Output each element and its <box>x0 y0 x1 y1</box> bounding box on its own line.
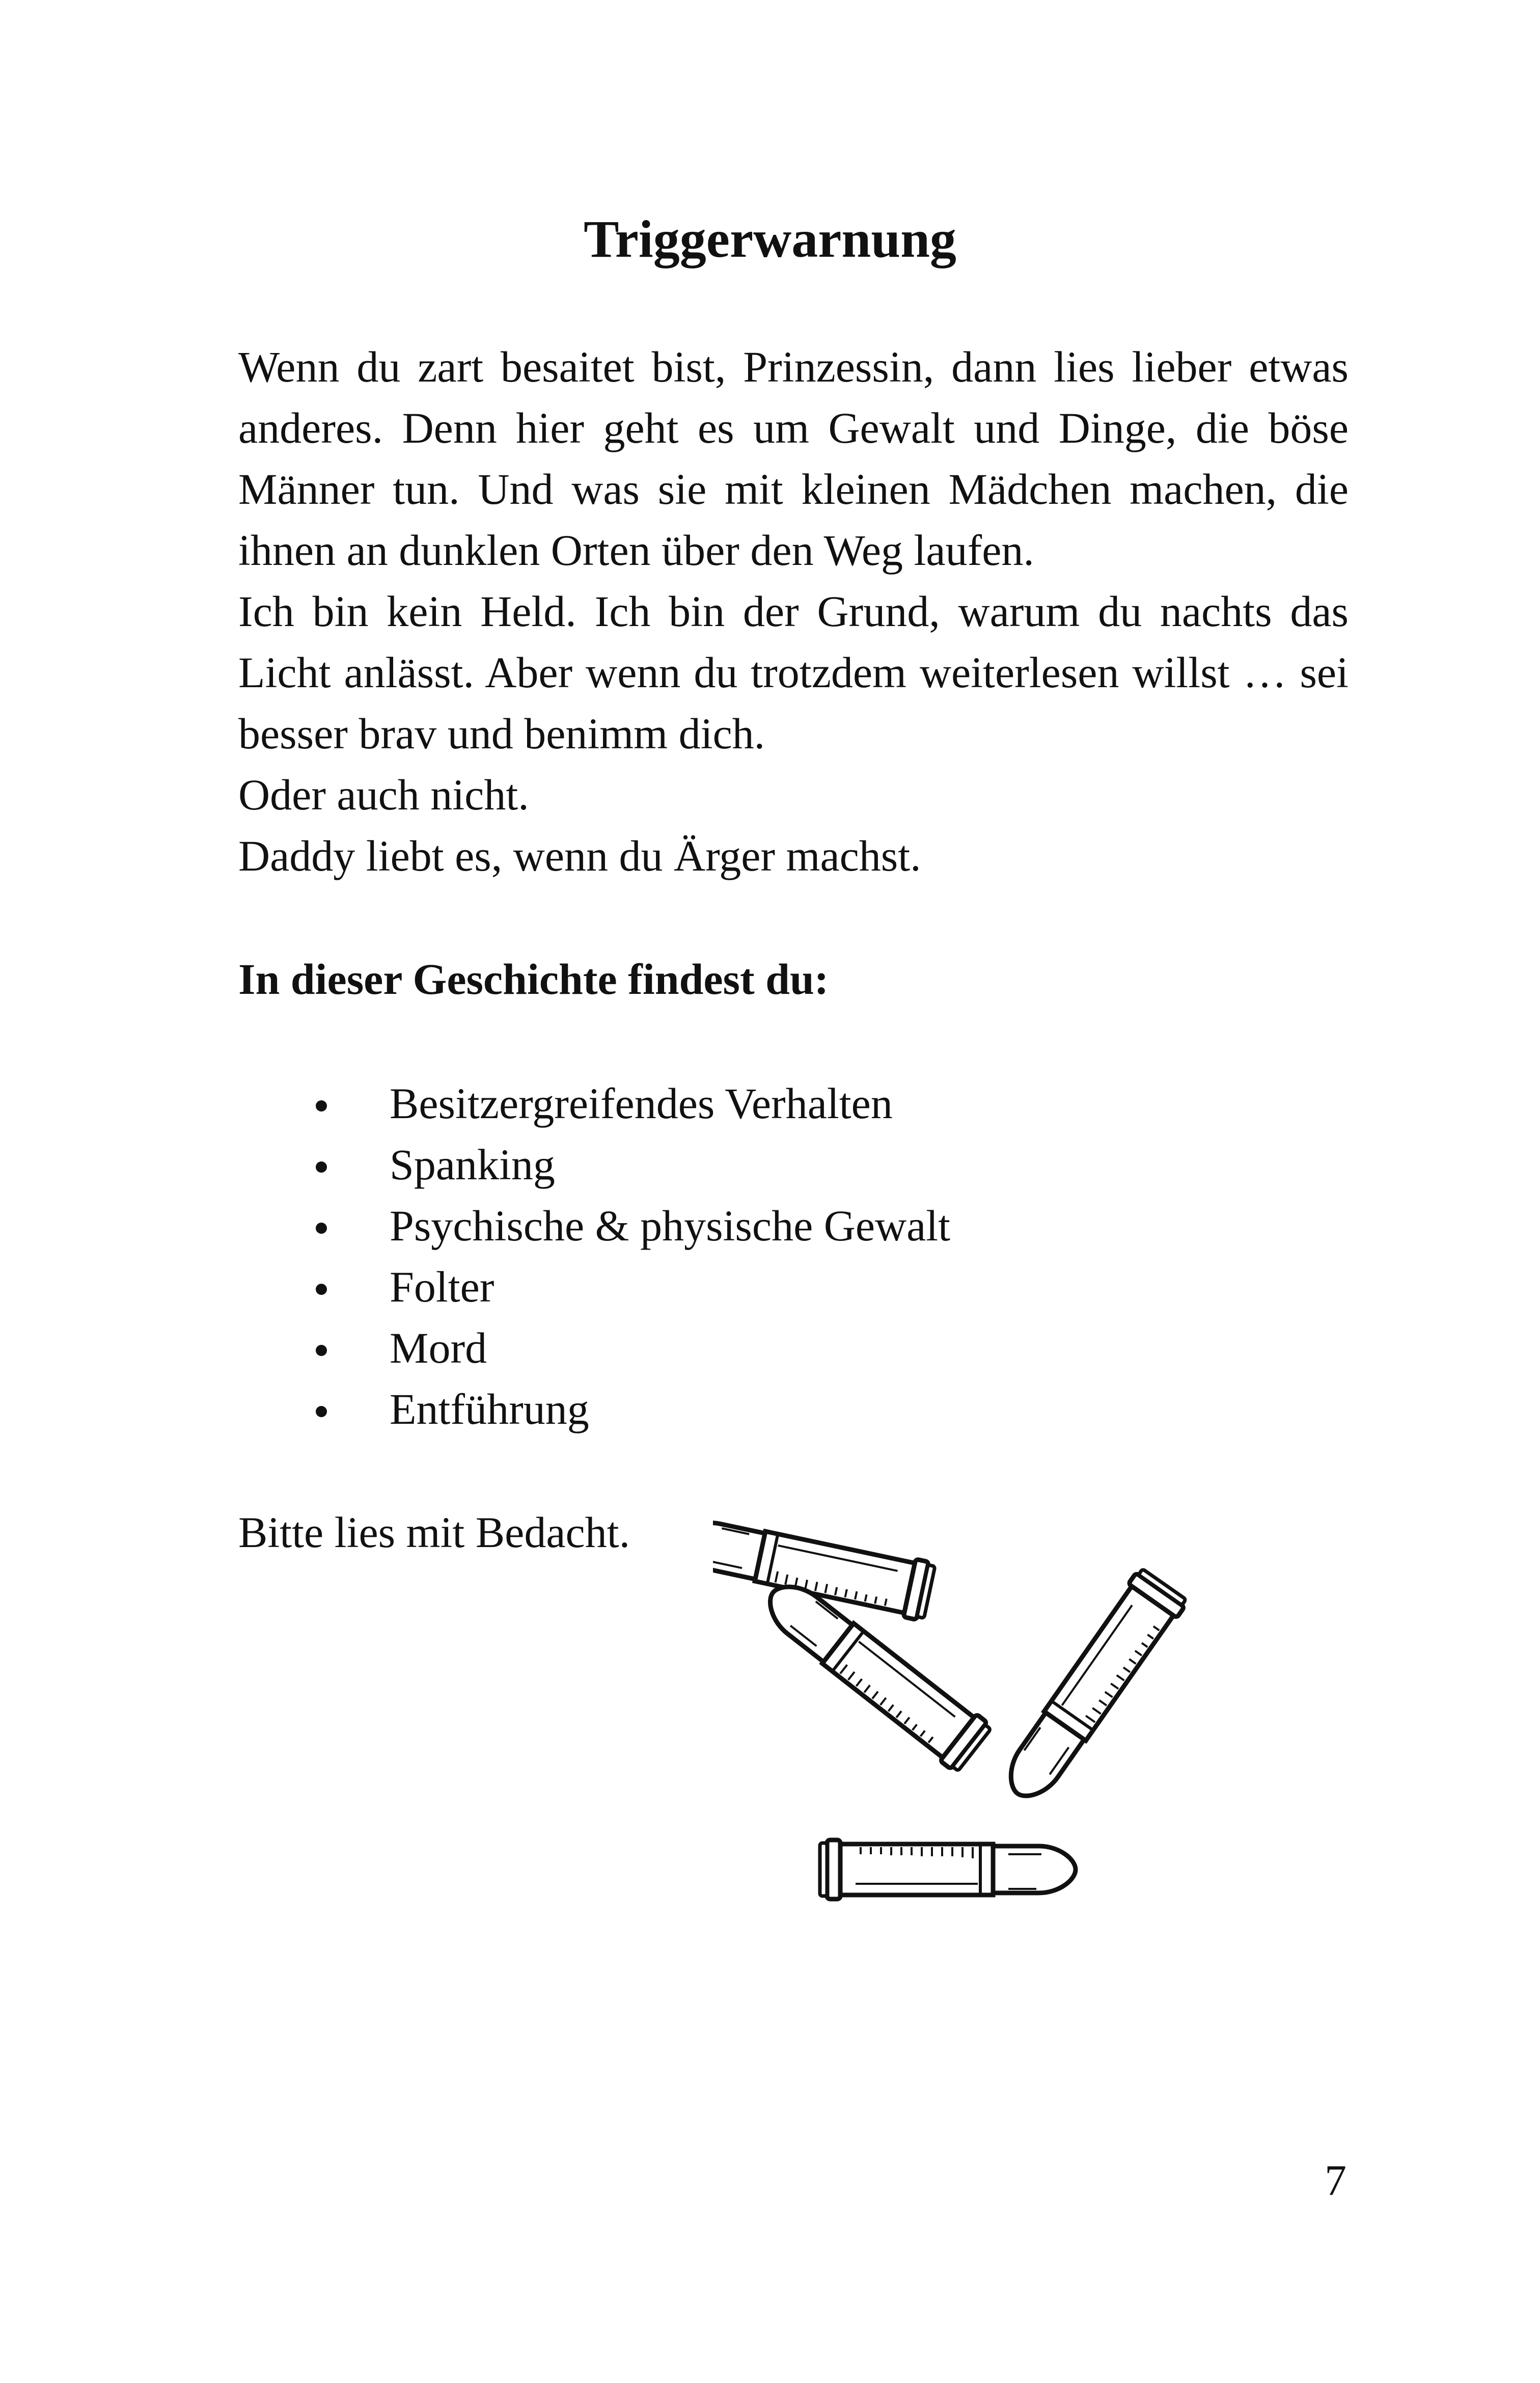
page-title: Triggerwarnung <box>584 210 956 268</box>
body-text <box>238 336 1349 886</box>
list-item-text: Besitzergreifendes Verhalten <box>390 1079 893 1128</box>
list-item <box>238 1134 950 1195</box>
paragraph-2: Ich bin kein Held. Ich bin der Grund, warum du nachts das Licht anlässt. Aber wenn du trotzdem weiterlesen willst … sei besser brav und benimm dich. <box>238 587 1349 758</box>
bullets-illustration-icon <box>713 1493 1283 1941</box>
list-item-text: Psychische & physische Gewalt <box>390 1201 951 1250</box>
paragraph-1: Wenn du zart besaitet bist, Prinzessin, dann lies lieber etwas anderes. Denn hier geht es um Gewalt und Dinge, die böse Männer tun. Und was sie mit kleinen Mädchen machen, die ihnen an dunklen Orten über den Weg laufen. <box>238 342 1349 575</box>
list-item <box>238 1378 950 1440</box>
list-item <box>238 1317 950 1378</box>
list-item <box>238 1073 950 1134</box>
bullet-bottom-icon <box>820 1840 1076 1899</box>
list-item-text: Folter <box>390 1262 494 1311</box>
paragraph-3: Oder auch nicht. <box>238 770 529 819</box>
bullet-icon <box>316 1345 327 1356</box>
bullet-icon <box>316 1406 327 1417</box>
bullet-right-icon <box>994 1567 1189 1811</box>
page-number: 7 <box>1325 2156 1346 2205</box>
bullet-icon <box>316 1161 327 1173</box>
list-item <box>238 1195 950 1256</box>
list-item-text: Entführung <box>390 1385 589 1433</box>
bullet-icon <box>316 1284 327 1295</box>
section-heading: In dieser Geschichte findest du: <box>238 955 829 1004</box>
closing-note: Bitte lies mit Bedacht. <box>238 1508 630 1557</box>
paragraph-4: Daddy liebt es, wenn du Ärger machst. <box>238 831 921 880</box>
content-warning-list <box>238 1073 950 1440</box>
bullet-icon <box>316 1223 327 1234</box>
list-item-text: Mord <box>390 1323 487 1372</box>
bullet-icon <box>316 1100 327 1112</box>
list-item-text: Spanking <box>390 1140 555 1189</box>
list-item <box>238 1256 950 1317</box>
